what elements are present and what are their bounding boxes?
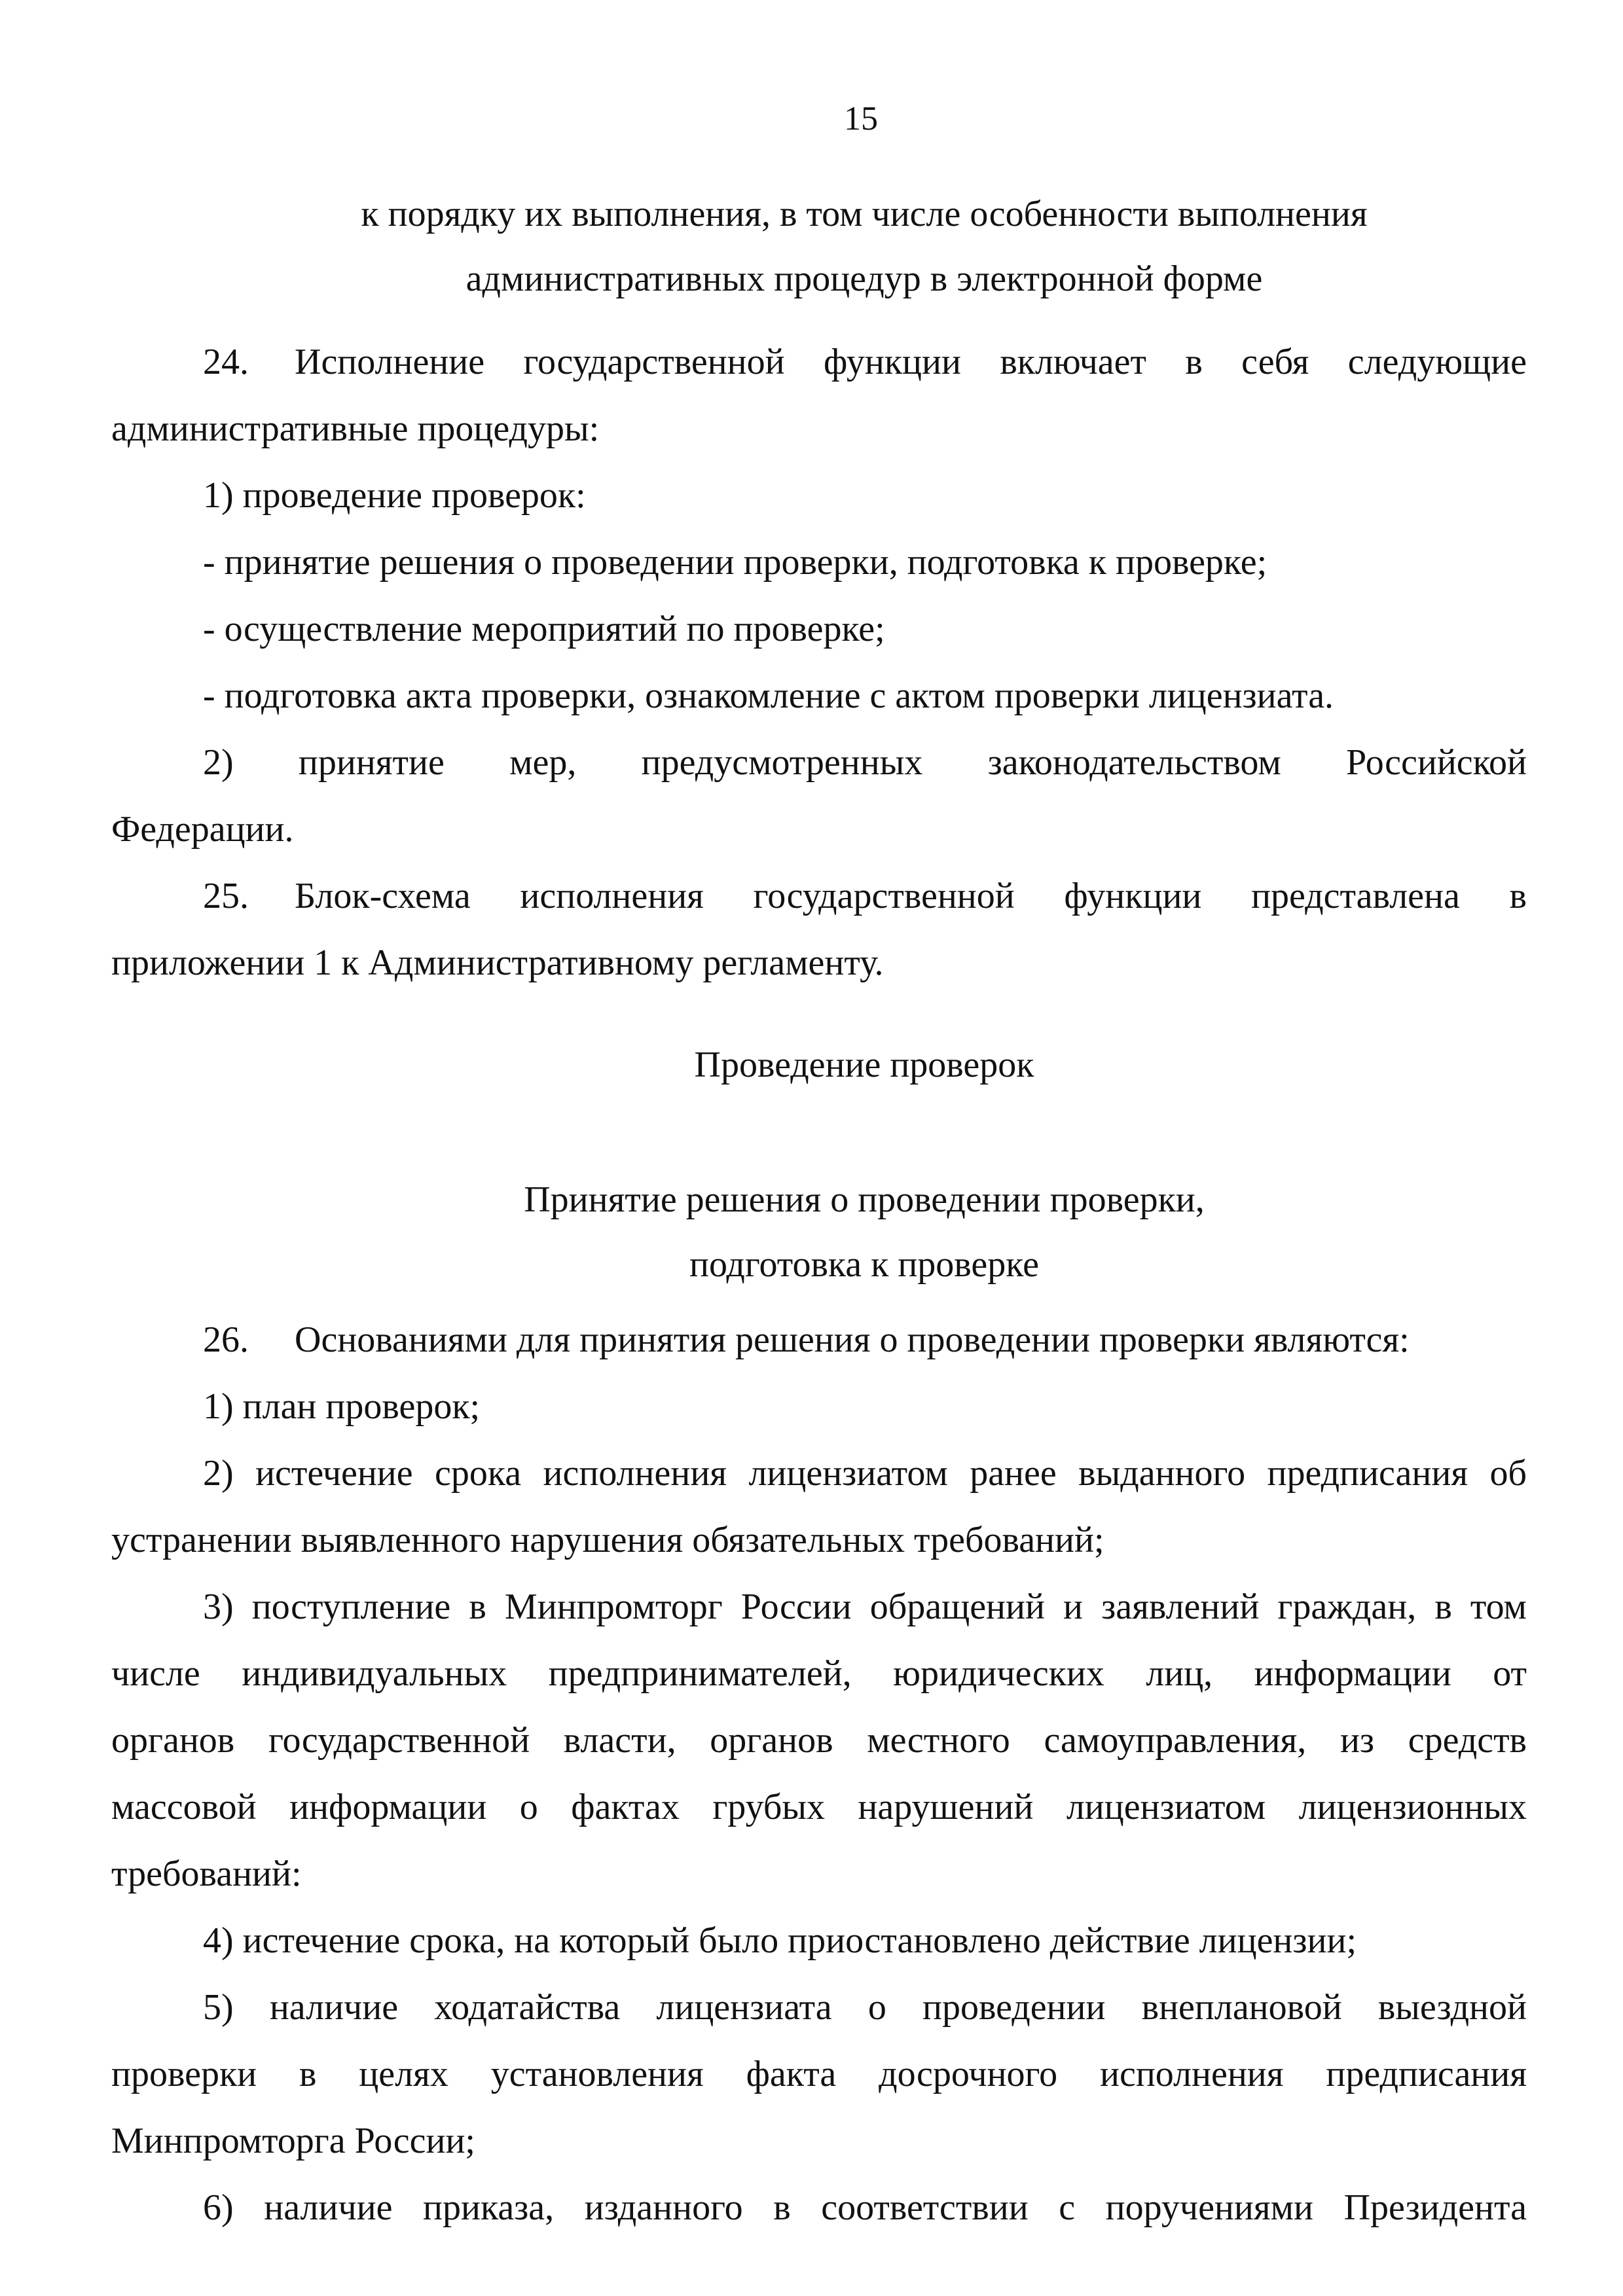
paragraph-26-number: 26. bbox=[203, 1319, 249, 1360]
paragraph-24-line-2: административные процедуры: bbox=[111, 408, 600, 449]
paragraph-25-number: 25. bbox=[203, 876, 249, 916]
basis-item-4 bbox=[111, 1907, 1527, 1974]
list-item-1-text: 1) проведение проверок: bbox=[203, 475, 586, 516]
dash-item-1-text: - принятие решения о проведении проверки, подготовка к проверке; bbox=[203, 542, 1267, 583]
basis-item-6 bbox=[111, 2174, 1527, 2241]
paragraph-26-text: Основаниями для принятия решения о проведении проверки являются: bbox=[295, 1319, 1410, 1360]
dash-item-3-text: - подготовка акта проверки, ознакомление с актом проверки лицензиата. bbox=[203, 675, 1334, 716]
basis-item-5-line-1: 5) наличие ходатайства лицензиата о проведении внеплановой выездной bbox=[203, 1987, 1527, 2028]
basis-item-3-line-2: числе индивидуальных предпринимателей, юридических лиц, информации от bbox=[111, 1653, 1527, 1694]
section-title bbox=[0, 182, 1623, 312]
paragraph-24-number: 24. bbox=[203, 342, 249, 382]
paragraph-24-line-1 bbox=[111, 329, 1527, 395]
basis-item-3-line-3: органов государственной власти, органов местного самоуправления, из средств bbox=[111, 1720, 1527, 1761]
paragraph-25-line-1 bbox=[111, 863, 1527, 929]
basis-item-6-line-1: 6) наличие приказа, изданного в соответствии с поручениями Президента bbox=[203, 2187, 1527, 2228]
subsection-title: Проведение проверок bbox=[694, 1045, 1034, 1085]
list-item-2-line-1: 2) принятие мер, предусмотренных законодательством Российской bbox=[203, 742, 1527, 783]
paragraph-25-line-2: приложении 1 к Административному регламенту. bbox=[111, 942, 884, 983]
sub-subsection-title-line-2: подготовка к проверке bbox=[689, 1244, 1039, 1285]
paragraph-26 bbox=[111, 1306, 1527, 1373]
list-item-2-line-2: Федерации. bbox=[111, 809, 294, 850]
sub-subsection-title-line-1: Принятие решения о проведении проверки, bbox=[524, 1179, 1205, 1220]
section-title-line-2: административных процедур в электронной форме bbox=[465, 259, 1263, 299]
basis-item-1-text: 1) план проверок; bbox=[203, 1386, 481, 1427]
paragraph-24-block bbox=[111, 329, 1527, 996]
list-item-1 bbox=[111, 462, 1527, 529]
paragraph-25-text: Блок-схема исполнения государственной функции представлена в bbox=[295, 876, 1527, 916]
sub-subsection-title bbox=[0, 1168, 1623, 1297]
basis-item-2-line-2: устранении выявленного нарушения обязательных требований; bbox=[111, 1520, 1104, 1560]
basis-item-3 bbox=[111, 1573, 1527, 1907]
dash-item-3 bbox=[111, 662, 1527, 729]
paragraph-26-block bbox=[111, 1306, 1527, 2241]
basis-item-1 bbox=[111, 1373, 1527, 1440]
basis-item-3-line-4: массовой информации о фактах грубых нарушений лицензиатом лицензионных bbox=[111, 1787, 1527, 1827]
paragraph-25 bbox=[111, 863, 1527, 996]
basis-item-2-line-1: 2) истечение срока исполнения лицензиатом ранее выданного предписания об bbox=[203, 1453, 1527, 1494]
basis-item-3-line-5: требований: bbox=[111, 1854, 302, 1894]
basis-item-2 bbox=[111, 1440, 1527, 1573]
basis-item-5-line-2: проверки в целях установления факта досрочного исполнения предписания bbox=[111, 2054, 1527, 2094]
page-number: 15 bbox=[844, 100, 878, 137]
list-item-2 bbox=[111, 729, 1527, 863]
section-title-line-1: к порядку их выполнения, в том числе особенности выполнения bbox=[361, 194, 1368, 234]
dash-item-1 bbox=[111, 529, 1527, 596]
basis-item-3-line-1: 3) поступление в Минпромторг России обращений и заявлений граждан, в том bbox=[203, 1587, 1527, 1627]
basis-item-5 bbox=[111, 1974, 1527, 2174]
dash-item-2-text: - осуществление мероприятий по проверке; bbox=[203, 609, 885, 649]
paragraph-24-text: Исполнение государственной функции включает в себя следующие bbox=[295, 342, 1527, 382]
basis-item-4-text: 4) истечение срока, на который было приостановлено действие лицензии; bbox=[203, 1920, 1357, 1961]
basis-item-5-line-3: Минпромторга России; bbox=[111, 2121, 475, 2161]
dash-item-2 bbox=[111, 596, 1527, 662]
paragraph-26-line-1 bbox=[111, 1306, 1527, 1373]
paragraph-24 bbox=[111, 329, 1527, 462]
